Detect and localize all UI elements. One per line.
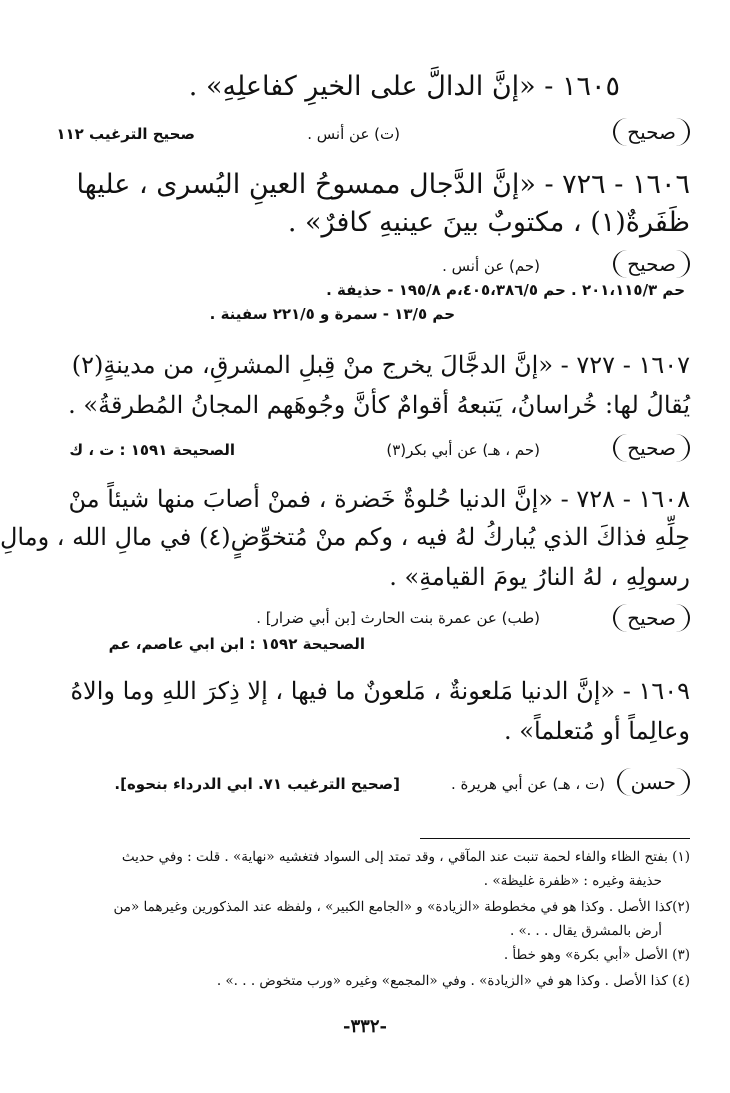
hadith-1608-line-2: حِلِّهِ فذاكَ الذي يُباركُ لهُ فيه ، وكم منْ مُتخوِّضٍ(٤) في مالِ الله ، ومالِ (0, 523, 690, 551)
footnote-rule (420, 838, 690, 839)
hadith-1606-line-2: ظَفَرةٌ(١) ، مكتوبٌ بينَ عينيهِ كافرٌ» . (287, 207, 690, 238)
source-1609: (ت ، هـ) عن أبي هريرة . (450, 775, 605, 793)
hadith-1608-line-1: ١٦٠٨ - ٧٢٨ - «إنَّ الدنيا حُلوةٌ خَضرة ، فمنْ أصابَ منها شيئاً منْ (68, 485, 690, 513)
source-1608: (طب) عن عمرة بنت الحارث [بن أبي ضرار] . (256, 609, 540, 627)
grade-badge-1608: صحيح (613, 604, 690, 632)
footnote-3: (٣) الأصل «أبي بكرة» وهو خطأ . (503, 947, 690, 963)
ref-1606-b: حم ١٣/٥ - سمرة و ٢٢١/٥ سفينة . (209, 305, 455, 323)
source-1606: (حم) عن أنس . (442, 257, 540, 275)
footnote-1-line-2: حذيفة وغيره : «ظفرة غليظة» . (483, 873, 662, 889)
grade-badge-1605: صحيح (613, 118, 690, 146)
ref-1609: [صحيح الترغيب ٧١. ابي الدرداء بنحوه]. (114, 775, 400, 793)
footnote-2-line-1: (٢)كذا الأصل . وكذا هو في مخطوطة «الزيادة» و «الجامع الكبير» ، ولفظه عند المذكورين وغيرهما «من (113, 899, 690, 915)
page-number: -٣٣٢- (343, 1016, 387, 1037)
grade-badge-1607: صحيح (613, 434, 690, 462)
hadith-1607-line-1: ١٦٠٧ - ٧٢٧ - «إنَّ الدجَّالَ يخرج منْ قِبلِ المشرقِ، من مدينةٍ(٢) (71, 351, 690, 379)
hadith-1607-line-2: يُقالُ لها: خُراسانُ، يَتبعهُ أقوامٌ كأنَّ وجُوهَهم المجانُ المُطرقةُ» . (68, 391, 690, 419)
source-1605: (ت) عن أنس . (307, 125, 400, 143)
hadith-1606-line-1: ١٦٠٦ - ٧٢٦ - «إنَّ الدَّجال ممسوحُ العينِ اليُسرى ، عليها (76, 169, 690, 200)
footnote-1-line-1: (١) بفتح الظاء والفاء لحمة تنبت عند المآقي ، وقد تمتد إلى السواد فتغشيه «نهاية» . قلت : وفي حديث (121, 849, 690, 865)
footnote-2-line-2: أرض بالمشرق يقال . . .» . (509, 923, 662, 939)
ref-1608: الصحيحة ١٥٩٢ : ابن ابي عاصم، عم (108, 635, 365, 653)
ref-1606-a: حم ٢٠١،١١٥/٣ . حم ٤٠٥،٣٨٦/٥،م ١٩٥/٨ - حذيفة . (326, 281, 685, 299)
hadith-1609-line-2: وعالِماً أو مُتعلماً» . (504, 717, 690, 745)
ref-1605: صحيح الترغيب ١١٢ (56, 125, 195, 143)
hadith-1605-line-1: ١٦٠٥ - «إنَّ الدالَّ على الخيرِ كفاعلِهِ» . (188, 71, 620, 102)
hadith-1608-line-3: رسولِهِ ، لهُ النارُ يومَ القيامةِ» . (389, 563, 690, 591)
ref-1607: الصحيحة ١٥٩١ : ت ، ك (69, 441, 235, 459)
grade-badge-1609: حسن (617, 768, 690, 796)
hadith-1609-line-1: ١٦٠٩ - «إنَّ الدنيا مَلعونةٌ ، مَلعونٌ ما فيها ، إلا ذِكرَ اللهِ وما والاهُ (70, 677, 690, 705)
grade-badge-1606: صحيح (613, 250, 690, 278)
footnote-4: (٤) كذا الأصل . وكذا هو في «الزيادة» . وفي «المجمع» وغيره «ورب متخوض . . .» . (216, 973, 690, 989)
source-1607: (حم ، هـ) عن أبي بكر(٣) (386, 441, 540, 459)
